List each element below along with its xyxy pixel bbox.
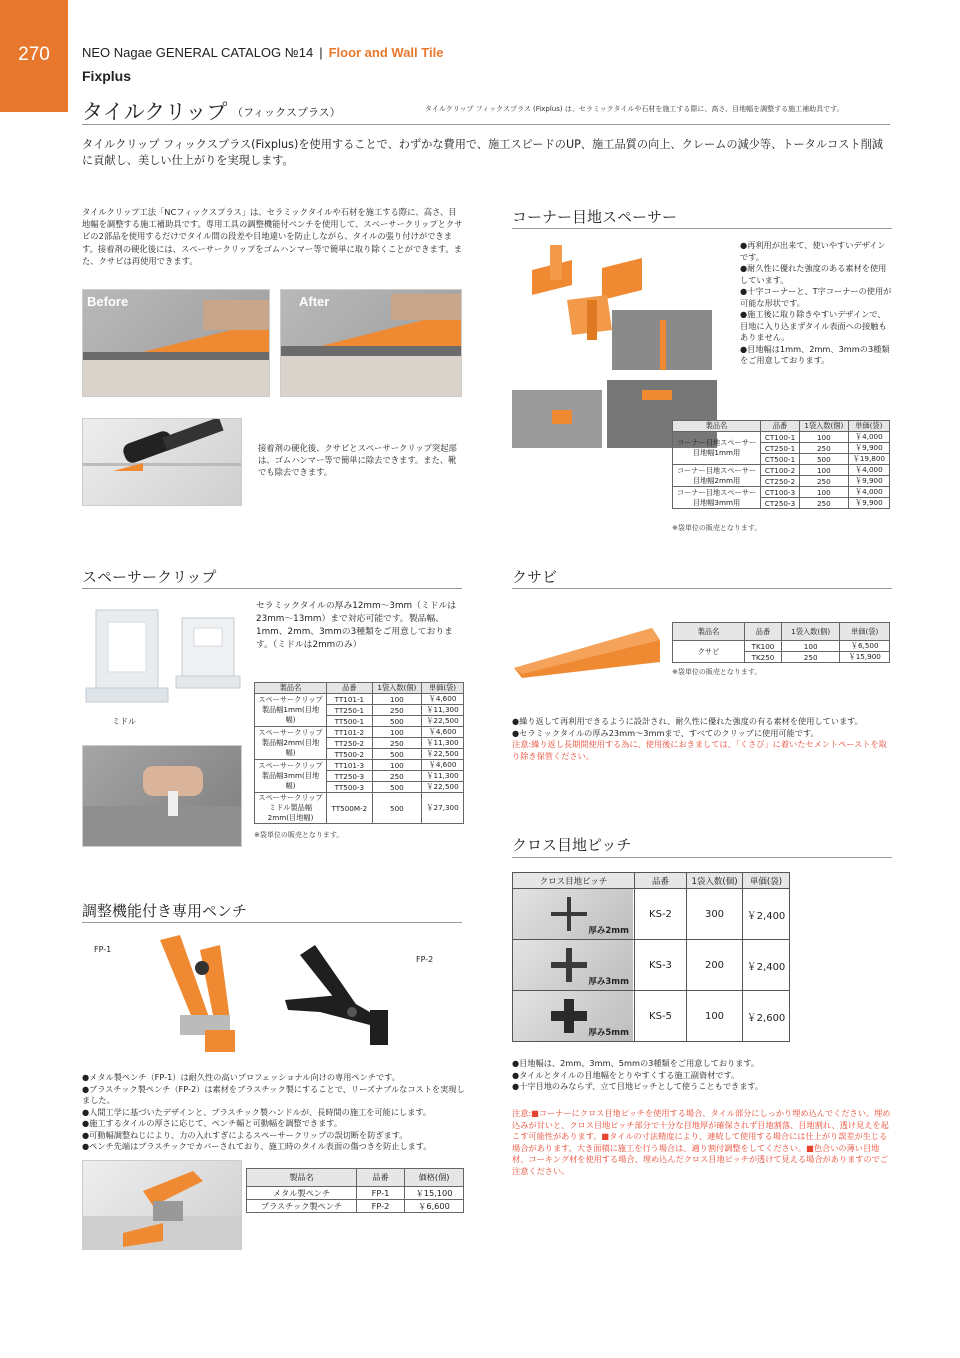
wedge-image <box>512 618 662 680</box>
wedge-illustration <box>512 618 662 680</box>
cross-bullet: ●目地幅は、2mm、3mm、5mmの3種類をご用意しております。 <box>512 1058 760 1068</box>
product-price: ￥4,600 <box>422 760 464 771</box>
product-code: TT500M-2 <box>327 793 373 824</box>
before-photo <box>82 289 270 397</box>
spacer-note: ※袋単位の販売となります。 <box>254 831 344 839</box>
product-price: ￥11,300 <box>422 705 464 716</box>
product-qty: 250 <box>372 705 421 716</box>
table-row <box>255 727 464 738</box>
product-qty: 500 <box>800 454 849 465</box>
table-header: 品番 <box>357 1169 405 1187</box>
table-header: 単価(袋) <box>848 421 889 432</box>
product-code: CT500-1 <box>761 454 800 465</box>
product-price: ￥6,500 <box>840 641 890 652</box>
title-divider <box>82 124 890 125</box>
product-code: CT100-1 <box>761 432 800 443</box>
product-price: ￥9,900 <box>848 498 889 509</box>
product-price: ￥22,500 <box>422 782 464 793</box>
table-header: 1袋入数(個) <box>800 421 849 432</box>
table-header: 1袋入数(個) <box>687 873 743 889</box>
cross-2mm-icon <box>549 895 589 933</box>
lead-text: タイルクリップ フィックスプラス(Fixplus)を使用することで、わずかな費用で、施工スピードのUP、施工品質の向上、クレームの減少等、トータルコスト削減に貢献し、美しい仕上がりを実現します。 <box>82 138 883 167</box>
product-code: CT100-2 <box>761 465 800 476</box>
spacer-install-illustration <box>83 746 242 847</box>
table-row <box>513 940 790 991</box>
wedge-bullets <box>512 716 892 762</box>
product-code: CT250-2 <box>761 476 800 487</box>
pliers-bullet: ●メタル製ペンチ（FP-1）は耐久性の高いプロフェッショナル向けの専用ペンチです。 <box>82 1072 400 1082</box>
table-header-row <box>513 873 790 889</box>
wedge-section-title: クサビ <box>512 568 558 586</box>
product-qty: 100 <box>372 760 421 771</box>
fp1-label: FP-1 <box>94 945 112 954</box>
spacer-price-table <box>254 682 464 824</box>
hammer-text: 接着剤の硬化後、クサビとスペーサークリップ突起部は、ゴムハンマー等で簡単に除去できます。また、靴でも除去できます。 <box>258 443 457 478</box>
table-header: 製品名 <box>255 683 327 694</box>
table-header: 単価(袋) <box>840 623 890 641</box>
pliers-price-table <box>246 1168 464 1213</box>
product-price: ￥9,900 <box>848 443 889 454</box>
product-price: ￥6,600 <box>405 1200 464 1213</box>
wedge-price-table <box>672 622 890 663</box>
cross-bullet: ●十字目地のみならず、立て目地ピッチとして使うこともできます。 <box>512 1081 764 1091</box>
pliers-bullet: ●ペンチ先端はプラスチックでカバーされており、施工時のタイル表面の傷つきを防止します。 <box>82 1141 432 1151</box>
table-header-row <box>673 421 890 432</box>
table-header: 1袋入数(個) <box>781 623 839 641</box>
product-name: スペーサークリップ製品幅1mm(目地幅) <box>255 694 327 727</box>
product-code: KS-5 <box>635 991 687 1042</box>
product-code: TT500-1 <box>327 716 373 727</box>
title-description: タイルクリップ フィックスプラス (Fixplus) は、セラミックタイルや石材を施工する際に、高さ、目地幅を調整する施工補助具です。 <box>425 105 844 113</box>
table-header: 品番 <box>761 421 800 432</box>
product-code: TT500-2 <box>327 749 373 760</box>
product-price: ￥15,900 <box>840 652 890 663</box>
cross-section-divider <box>512 857 892 858</box>
product-price: ￥22,500 <box>422 749 464 760</box>
pliers-section-divider <box>82 922 462 923</box>
wedge-bullet: ●繰り返して再利用できるように設計され、耐久性に優れた強度の有る素材を使用しています。 <box>512 716 863 726</box>
product-price: ￥2,600 <box>743 991 790 1042</box>
product-code: CT250-1 <box>761 443 800 454</box>
product-qty: 200 <box>687 940 743 991</box>
pliers-usage-photo <box>82 1160 242 1250</box>
table-header: 製品名 <box>247 1169 357 1187</box>
corner-bullet: ●耐久性に優れた強度のある素材を使用しています。 <box>740 263 887 285</box>
product-qty: 250 <box>800 476 849 487</box>
product-code: TT101-1 <box>327 694 373 705</box>
spacer-section-title: スペーサークリップ <box>82 568 217 586</box>
table-header: 価格(個) <box>405 1169 464 1187</box>
product-price: ￥2,400 <box>743 889 790 940</box>
pliers-bullet: ●施工するタイルの厚さに応じて、ペンチ幅と可動幅を調整できます。 <box>82 1118 342 1128</box>
table-header: 製品名 <box>673 623 745 641</box>
corner-section-title: コーナー目地スペーサー <box>512 208 678 226</box>
table-row <box>255 793 464 824</box>
product-qty: 250 <box>800 498 849 509</box>
corner-note: ※袋単位の販売となります。 <box>672 524 762 532</box>
corner-bullet: ●目地幅は1mm、2mm、3mmの3種類をご用意しております。 <box>740 343 890 365</box>
product-qty: 500 <box>372 716 421 727</box>
wedge-bullet: ●セラミックタイルの厚み23mm～3mmまで、すべてのクリップに使用可能です。 <box>512 727 819 738</box>
table-header: 製品名 <box>673 421 761 432</box>
table-header: 単価(袋) <box>422 683 464 694</box>
pliers-bullet: ●可動幅調整ねじにより、力の入れすぎによるスペーサークリップの誤切断を防ぎます。 <box>82 1129 408 1140</box>
table-row <box>673 487 890 498</box>
product-price: ￥11,300 <box>422 771 464 782</box>
page-subtitle: （フィックスプラス） <box>232 106 341 119</box>
product-qty: 100 <box>800 487 849 498</box>
table-header: 単価(袋) <box>743 873 790 889</box>
cross-5mm-image <box>513 991 633 1041</box>
product-code: TT101-2 <box>327 727 373 738</box>
intro-text: タイルクリップ工法「NCフィックスプラス」は、セラミックタイルや石材を施工する際に、高さ、目地幅を調整する施工補助具です。専用工具の調整機能付ペンチを使用して、スペーサークリップとクサビの2部品を使用するだけでタイル間の段差や目地違いを防止しながら、タイルの張り付けができます。接着剤の硬化後には、スペーサークリップをゴムハンマー等で簡単に取り除くことができます。また、クサビは再使用できます。 <box>82 207 463 266</box>
product-qty: 250 <box>372 771 421 782</box>
corner-section-divider <box>512 228 892 229</box>
table-row <box>673 432 890 443</box>
product-price: ￥4,000 <box>848 487 889 498</box>
middle-label: ミドル <box>112 717 136 726</box>
product-code: FP-1 <box>357 1187 405 1200</box>
wedge-note: ※袋単位の販売となります。 <box>672 668 762 676</box>
product-code: TK100 <box>745 641 782 652</box>
spacer-section-divider <box>82 588 462 589</box>
table-row <box>673 465 890 476</box>
table-header-row <box>255 683 464 694</box>
after-label: After <box>299 294 330 309</box>
corner-price-table <box>672 420 890 509</box>
after-photo <box>280 289 462 397</box>
catalog-title <box>82 45 443 60</box>
table-header-row <box>673 623 890 641</box>
product-price: ￥27,300 <box>422 793 464 824</box>
corner-bullet: ●十字コーナーと、T字コーナーの使用が可能な形状です。 <box>740 286 892 308</box>
pliers-section-title: 調整機能付き専用ペンチ <box>82 902 248 920</box>
cross-section-title: クロス目地ピッチ <box>512 836 632 854</box>
spacer-text: セラミックタイルの厚み12mm～3mm（ミドルは23mm～13mm）まで対応可能です。製品幅、1mm、2mm、3mmの3種類をご用意しております。（ミドルは2mmのみ） <box>256 601 457 650</box>
corner-bullets <box>740 240 892 367</box>
wedge-warning: 注意:繰り返し長期間使用する為に、使用後におきましては、「くさび」に着いたセメントペーストを取り除き保管ください。 <box>512 739 887 761</box>
product-qty: 100 <box>372 694 421 705</box>
product-qty: 100 <box>800 432 849 443</box>
page-number: 270 <box>0 0 68 112</box>
product-code: TK250 <box>745 652 782 663</box>
catalog-category: Floor and Wall Tile <box>328 45 444 60</box>
cross-5mm-icon <box>549 997 589 1035</box>
catalog-name: NEO Nagae GENERAL CATALOG №14 <box>82 45 314 60</box>
catalog-separator: | <box>319 45 323 60</box>
product-code: TT250-1 <box>327 705 373 716</box>
table-row <box>673 641 890 652</box>
hammer-illustration <box>83 419 242 506</box>
product-code: KS-2 <box>635 889 687 940</box>
thickness-label: 厚み3mm <box>588 977 629 987</box>
cross-3mm-image <box>513 940 633 990</box>
product-qty: 500 <box>372 793 421 824</box>
product-name: スペーサークリップ製品幅2mm(目地幅) <box>255 727 327 760</box>
table-row <box>513 889 790 940</box>
cross-bullet: ●タイルとタイルの目地幅をとりやすくする施工副資材です。 <box>512 1069 740 1080</box>
cross-price-table <box>512 872 790 1042</box>
corner-bullet: ●再利用が出来て、使いやすいデザインです。 <box>740 240 886 262</box>
table-header: 1袋入数(個) <box>372 683 421 694</box>
cross-3mm-icon <box>549 946 589 984</box>
product-qty: 250 <box>372 738 421 749</box>
product-qty: 100 <box>781 641 839 652</box>
table-row <box>513 991 790 1042</box>
hammer-photo <box>82 418 242 506</box>
thickness-label: 厚み5mm <box>588 1028 629 1038</box>
product-price: ￥19,800 <box>848 454 889 465</box>
pliers-bullet: ●プラスチック製ペンチ（FP-2）は素材をプラスチック製にすることで、リーズナブルなコストを実現しました。 <box>82 1083 465 1105</box>
product-code: CT250-3 <box>761 498 800 509</box>
product-qty: 300 <box>687 889 743 940</box>
product-qty: 100 <box>372 727 421 738</box>
pliers-bullet: ●人間工学に基づいたデザインと、プラスチック製ハンドルが、長時間の施工を可能にします。 <box>82 1106 432 1117</box>
thickness-label: 厚み2mm <box>588 926 629 936</box>
table-row <box>247 1200 464 1213</box>
spacer-install-photo <box>82 745 242 847</box>
product-code: TT101-3 <box>327 760 373 771</box>
product-price: ￥2,400 <box>743 940 790 991</box>
product-code: KS-3 <box>635 940 687 991</box>
cross-2mm-image <box>513 889 633 939</box>
product-qty: 250 <box>800 443 849 454</box>
fp1-image <box>140 930 260 1060</box>
product-name: コーナー目地スペーサー目地幅1mm用 <box>673 432 761 465</box>
cross-image-cell <box>513 940 635 991</box>
cross-warning: 注意:■コーナーにクロス目地ピッチを使用する場合、タイル部分にしっかり埋め込んでください。埋め込みが甘いと、クロス目地ピッチ部分で十分な目地厚が確保されず目地割落、目地割れ、透け見えを起こす可能性があります。■タイルの寸法精度により、連続して使用する場合には仕上がり誤差が生じる場合があります。大き面積に施工を行う場合は、適り割付調整をしてください。■色合いの薄い目地材、コーキング材を使用する場合、埋め込んだクロス目地ピッチが透けて見える場合がありますのでご注意ください。 <box>512 1108 891 1176</box>
product-price: ￥11,300 <box>422 738 464 749</box>
fp2-label: FP-2 <box>416 955 434 964</box>
product-code: TT500-3 <box>327 782 373 793</box>
spacer-clip-illustration <box>82 598 242 718</box>
table-row <box>255 760 464 771</box>
fp2-pliers-illustration <box>280 940 420 1060</box>
product-code: FP-2 <box>357 1200 405 1213</box>
product-name: メタル製ペンチ <box>247 1187 357 1200</box>
cross-bullets <box>512 1058 892 1093</box>
before-label: Before <box>87 294 129 309</box>
product-price: ￥4,600 <box>422 727 464 738</box>
product-code: CT100-3 <box>761 487 800 498</box>
wedge-section-divider <box>512 588 892 589</box>
product-price: ￥9,900 <box>848 476 889 487</box>
page-title: タイルクリップ <box>82 100 228 124</box>
table-row <box>247 1187 464 1200</box>
fp1-pliers-illustration <box>140 930 260 1060</box>
product-qty: 500 <box>372 749 421 760</box>
table-header: 品番 <box>327 683 373 694</box>
table-header: クロス目地ピッチ <box>513 873 635 889</box>
product-name: コーナー目地スペーサー目地幅2mm用 <box>673 465 761 487</box>
product-name: スペーサークリップミドル製品幅2mm(目地幅) <box>255 793 327 824</box>
corner-bullet: ●施工後に取り除きやすいデザインで、目地に入り込まずタイル表面への接触もありません。 <box>740 309 887 342</box>
table-header-row <box>247 1169 464 1187</box>
series-name: Fixplus <box>82 68 132 84</box>
cross-image-cell <box>513 889 635 940</box>
pliers-bullets <box>82 1072 472 1153</box>
pliers-usage-illustration <box>83 1161 242 1250</box>
product-qty: 500 <box>372 782 421 793</box>
product-price: ￥15,100 <box>405 1187 464 1200</box>
table-row <box>255 694 464 705</box>
fp2-image <box>280 940 420 1060</box>
product-price: ￥4,600 <box>422 694 464 705</box>
spacer-clip-images <box>82 598 242 718</box>
product-qty: 100 <box>800 465 849 476</box>
product-code: TT250-3 <box>327 771 373 782</box>
product-price: ￥4,000 <box>848 432 889 443</box>
product-price: ￥4,000 <box>848 465 889 476</box>
product-name: プラスチック製ペンチ <box>247 1200 357 1213</box>
product-price: ￥22,500 <box>422 716 464 727</box>
product-name: コーナー目地スペーサー目地幅3mm用 <box>673 487 761 509</box>
product-qty: 100 <box>687 991 743 1042</box>
product-qty: 250 <box>781 652 839 663</box>
table-header: 品番 <box>745 623 782 641</box>
product-name: クサビ <box>673 641 745 663</box>
table-header: 品番 <box>635 873 687 889</box>
product-name: スペーサークリップ製品幅3mm(目地幅) <box>255 760 327 793</box>
cross-image-cell <box>513 991 635 1042</box>
product-code: TT250-2 <box>327 738 373 749</box>
